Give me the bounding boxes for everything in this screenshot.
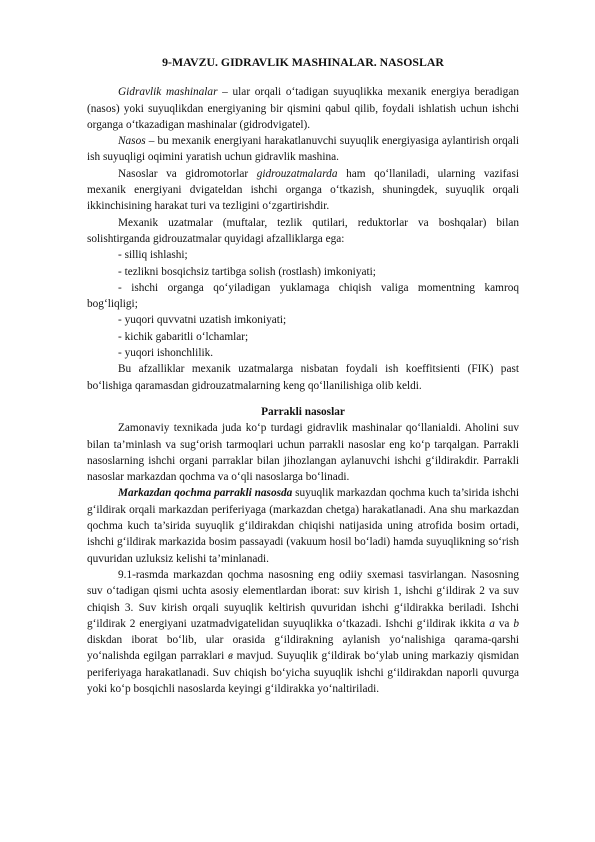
- list-item: - kichik gabaritli o‘lchamlar;: [118, 330, 249, 343]
- paragraph-advantages-intro: Mexanik uzatmalar (muftalar, tezlik qutilari, reduktorlar va boshqalar) bilan solishtirganda gidrouzatmalar quyidagi afzalliklarga ega:: [87, 216, 519, 245]
- paragraph-hydrotransmissions: [87, 166, 519, 215]
- list-item: - tezlikni bosqichsiz tartibga solish (rostlash) imkoniyati;: [118, 265, 376, 278]
- section-heading: Parrakli nasoslar: [261, 405, 345, 418]
- definition-pump: – bu mexanik energiyani harakatlanuvchi suyuqlik energiyasiga aylantirish orqali ish suyuqligi oqimini yaratish uchun gidravlik mashina.: [87, 135, 519, 164]
- list-item: - yuqori quvvatni uzatish imkoniyati;: [118, 314, 287, 327]
- paragraph-text: mavjud. Suyuqlik g‘ildirak bo‘ylab uning markaziy qismidan periferiyaga harakatlanadi. Suv chiqish bo‘yicha suyuqlik ishchi g‘ildirakdan naporli quvurga yoki ko‘p bosqichli nasoslarda keyingi g‘ildirakka yo‘naltiriladi.: [87, 650, 519, 695]
- paragraph-figure-description: [87, 567, 519, 697]
- paragraph-advantages-conclusion: Bu afzalliklar mexanik uzatmalarga nisbatan foydali ish koeffitsienti (FIK) past bo‘lishiga qaramasdan gidrouzatmalarning keng qo‘llanilishiga olib keldi.: [87, 363, 519, 392]
- term-pump: Nasos: [118, 135, 146, 148]
- definition-hydraulic-machines: – ular orqali o‘tadigan suyuqlikka mexanik energiya beradigan (nasos) yoki suyuqlikdan energiyaning bir qismini qabul qilib, foydali ishlatish uchun ishchi organga o‘tkazadigan mashinalar (gidrodvigatel).: [87, 86, 519, 131]
- list-item: - ishchi organga qo‘yiladigan yuklamaga chiqish valiga momentning kamroq bog‘liqligi;: [87, 281, 519, 311]
- advantages-list: [87, 247, 519, 361]
- paragraph-vane-pumps: Zamonaviy texnikada juda ko‘p turdagi gidravlik mashinalar qo‘llanialdi. Aholini suv bilan ta’minlash va sug‘orish tarmoqlari uchun parrakli nasoslar eng ko‘p tarqalgan. Parrakli nasoslarning ishchi organi parraklar bilan jihozlangan aylanuvchi ishchi g‘ildirakdir. Parrakli nasoslar markazdan qochma va o‘qli nasoslarga bo‘linadi.: [87, 422, 519, 484]
- paragraph-text: va: [494, 617, 514, 630]
- paragraph-text: diskdan iborat bo‘lib, ular orasida g‘ildirakning aylanish yo‘nalishiga qarama-qarshi yo‘nalishda egilgan parraklari: [87, 634, 519, 663]
- term-centrifugal-pump: Markazdan qochma parrakli nasosda: [118, 487, 293, 500]
- variable-b: b: [513, 617, 520, 630]
- paragraph-text: Nasoslar va gidromotorlar: [118, 167, 257, 180]
- term-hydrotransmissions: gidrouzatmalarda: [256, 167, 338, 180]
- page-title: 9-MAVZU. GIDRAVLIK MASHINALAR. NASOSLAR: [162, 55, 444, 69]
- document-body: [87, 54, 519, 697]
- variable-v: в: [228, 650, 233, 663]
- list-item: - yuqori ishonchlilik.: [118, 347, 214, 360]
- variable-a: a: [489, 617, 495, 630]
- paragraph-text: ham qo‘llaniladi, ularning vazifasi mexanik energiyani dvigateldan ishchi organga o‘tkazish, shuningdek, suyuqlik orqali ikkinchisining harakat turi va tezligini o‘zgartirishdir.: [87, 167, 519, 213]
- paragraph-pump-definition: [87, 133, 519, 166]
- list-item: - silliq ishlashi;: [118, 249, 188, 262]
- paragraph-centrifugal-pump: [87, 485, 519, 566]
- term-hydraulic-machines: Gidravlik mashinalar: [118, 86, 218, 99]
- paragraph-text: 9.1-rasmda markazdan qochma nasosning eng odiiy sxemasi tasvirlangan. Nasosning suv o‘tadigan qismi uchta asosiy elementlardan iborat: suv kirish 1, ishchi g‘ildirak 2 va suv chiqish 3. Suv kirish orqali suyuqlik keltirish quvuridan ishchi g‘ildirakka beriladi. Ishchi g‘ildirak 2 energiyani uzatmadvigatelidan suyuqlikka o‘tkazadi. Ishchi g‘ildirak ikkita: [87, 568, 519, 630]
- paragraph-hydraulic-machines: [87, 84, 519, 133]
- paragraph-text: suyuqlik markazdan qochma kuch ta’sirida ishchi g‘ildirak orqali markazdan periferiyaga (markazdan chetga) harakatlanadi. Ana shu markazdan qochma kuch ta’sirida suyuqlik g‘ildirakdan chiqishi natijasida uning atrofida bosim ortadi, ishchi g‘ildirak markazida bosim passayadi (vakuum hosil bo‘ladi) hamda suyuqlikning so‘rish quvuridan uzluksiz kelishi ta’minlanadi.: [87, 487, 519, 565]
